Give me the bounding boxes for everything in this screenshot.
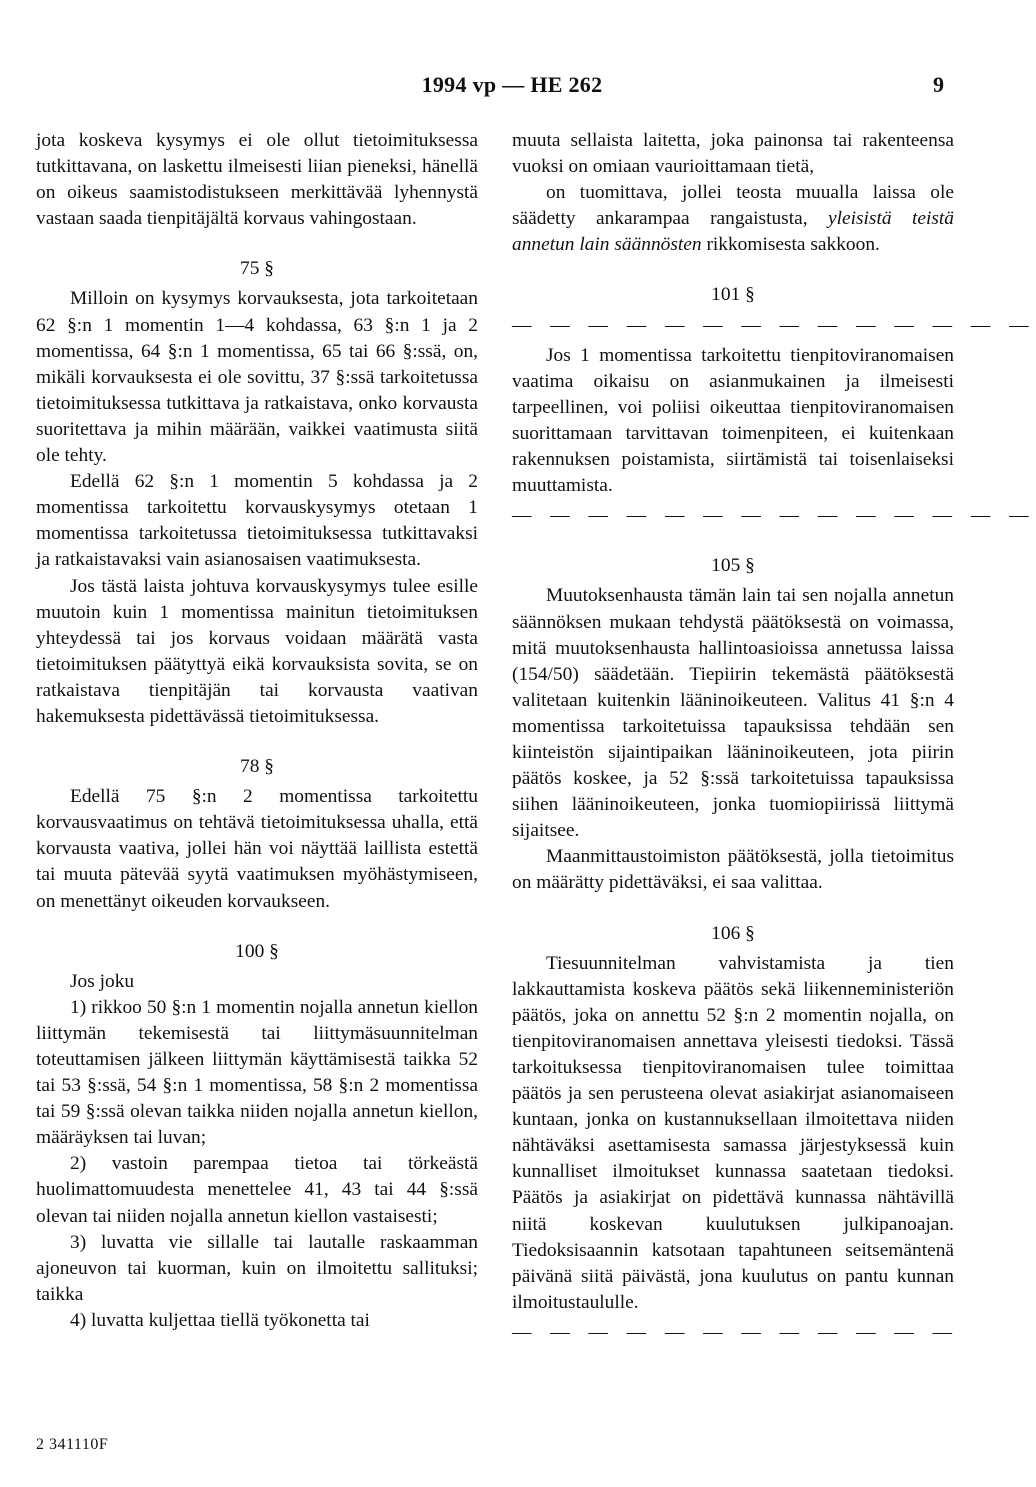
penalty-paragraph bbox=[512, 180, 954, 258]
penalty-text-end: rikkomisesta sakkoon. bbox=[701, 234, 880, 256]
section-106-paragraph-1: Tiesuunnitelman vahvistamista ja tien lakkauttamista koskeva päätös sekä liikenneministeriön päätös, joka on annettu 52 §:n 2 momentin nojalla, on tienpitoviranomaisen annettava yleisesti tiedoksi. Tässä tarkoituksessa tienpitoviranomaisen tulee toimittaa päätös ja sen perusteena olevat asiakirjat asianomaiseen kuntaan, jonka on kustannuksellaan ilmoitettava niiden nähtäväksi asettamisesta samassa järjestyksessä kuin kunnalliset ilmoitukset kunnassa saatetaan tiedoksi. Päätös ja asiakirjat on pidettävä kunnassa nähtävillä niitä koskevan kuulutuksen julkipanoajan. Tiedoksisaannin katsotaan tapahtuneen seitsemäntenä päivänä siitä päivästä, jona kuulutus on pantu kunnan ilmoitustaululle. bbox=[512, 952, 954, 1313]
omission-dashes-final: — — — — — — — — — — — — bbox=[512, 1321, 960, 1343]
section-heading-106: 106 § bbox=[711, 922, 755, 944]
omission-dashes-end: — — — — — — — — — — — — — — bbox=[512, 505, 1036, 527]
print-code: 2 341110F bbox=[36, 1436, 109, 1453]
section-heading-105: 105 § bbox=[711, 555, 755, 577]
page-number: 9 bbox=[933, 72, 944, 97]
penalty-text-italic: yleisistä teistä annetun lain säännösten bbox=[512, 208, 954, 256]
page-header bbox=[0, 72, 1024, 102]
section-101-paragraph-1: Jos 1 momentissa tarkoitettu tienpitoviranomaisen vaatima oikaisu on asianmukainen ja ilmeisesti tarpeellinen, voi poliisi oikeuttaa tienpitoviranomaisen suorittamaan tarvittavan toimenpiteen, ei kuitenkaan rakennuksen poistamista, siirtämistä tai toisenlaiseksi muuttamista. bbox=[512, 344, 954, 497]
section-heading-101: 101 § bbox=[711, 284, 755, 306]
section-100-item-3: 3) luvatta vie sillalle tai lautalle raskaamman ajoneuvon tai kuorman, kuin on ilmoitettu sallituksi; taikka bbox=[36, 1231, 478, 1305]
section-75-paragraph-2: Edellä 62 §:n 1 momentin 5 kohdassa ja 2 momentissa tarkoitettu korvauskysymys otetaan 1 momentissa tarkoitetussa tietoimituksessa tutkittavaksi ja ratkaistavaksi vain asianosaisen vaatimuksesta. bbox=[36, 471, 478, 571]
left-column bbox=[36, 128, 478, 1334]
section-100-item-4: 4) luvatta kuljettaa tiellä työkonetta tai bbox=[70, 1309, 370, 1331]
section-75-paragraph-3: Jos tästä laista johtuva korvauskysymys tulee esille muutoin kuin 1 momentissa mainitun tietoimituksen yhteydessä tai jos korvaus voidaan määrätä vasta tietoimituksen päätyttyä eikä korvauksista sovita, se on ratkaistava tienpitäjän tai korvausta vaativan hakemuksesta pidettävässä tietoimituksessa. bbox=[36, 575, 478, 727]
section-105-paragraph-2: Maanmittaustoimiston päätöksestä, jolla tietoimitus on määrätty pidettäväksi, ei saa valittaa. bbox=[512, 846, 954, 894]
section-100-item-2: 2) vastoin parempaa tietoa tai törkeästä huolimattomuudesta menettelee 41, 43 tai 44 §:ssä olevan tai niiden nojalla annetun kiellon vastaisesti; bbox=[36, 1153, 478, 1227]
section-100-lead: Jos joku bbox=[70, 970, 135, 992]
section-heading-100: 100 § bbox=[235, 940, 279, 962]
document-title: 1994 vp — HE 262 bbox=[421, 72, 603, 97]
continuation-paragraph: jota koskeva kysymys ei ole ollut tietoimituksessa tutkittavana, on laskettu ilmeisesti liian pieneksi, hänellä on oikeus saamistodistukseen merkittävää lyhennystä vastaan saada tienpitäjältä korvaus vahingostaan. bbox=[36, 130, 478, 230]
continuation-paragraph-right: muuta sellaista laitetta, joka painonsa tai rakenteensa vuoksi on omiaan vaurioittamaan tietä, bbox=[512, 130, 954, 178]
section-78-paragraph-1: Edellä 75 §:n 2 momentissa tarkoitettu korvausvaatimus on tehtävä tietoimituksessa uhalla, että korvausta vaativa, jollei hän voi näyttää laillista estettä tai muuta pätevää syytä vaatimuksen myöhästymiseen, on menettänyt oikeuden korvaukseen. bbox=[36, 786, 478, 912]
penalty-text-start: on tuomittava, jollei teosta muualla laissa ole säädetty ankarampaa rangaistusta, bbox=[512, 182, 954, 230]
right-column bbox=[512, 128, 1036, 1350]
section-75-paragraph-1: Milloin on kysymys korvauksesta, jota tarkoitetaan 62 §:n 1 momentin 1—4 kohdassa, 63 §:n 1 ja 2 momentissa, 64 §:n 1 momentissa, 65 tai 66 §:ssä, on, mikäli korvauksesta ei ole sovittu, 37 §:ssä tarkoitetussa tietoimituksessa tutkittava ja ratkaistava, onko korvausta suoritettava ja mihin määrään, vaikkei vaatimusta siitä ole tehty. bbox=[36, 288, 478, 467]
section-heading-78: 78 § bbox=[240, 756, 274, 778]
section-heading-75: 75 § bbox=[240, 258, 274, 280]
omission-dashes: — — — — — — — — — — — — — — bbox=[512, 314, 1036, 336]
section-100-item-1: 1) rikkoo 50 §:n 1 momentin nojalla annetun kiellon liittymän tekemisestä tai liittymäsuunnitelman toteuttamisen jälkeen liittymän käyttämisestä taikka 52 tai 53 §:ssä, 54 §:n 1 momentissa, 58 §:n 2 momentissa tai 59 §:ssä olevan taikka niiden nojalla annetun kiellon, määräyksen tai luvan; bbox=[36, 996, 478, 1149]
section-105-paragraph-1: Muutoksenhausta tämän lain tai sen nojalla annetun säännöksen mukaan tehdystä päätöksestä on voimassa, mitä muutoksenhausta hallintoasioissa annetussa laissa (154/50) säädetään. Tiepiirin tekemästä päätöksestä valitetaan kuitenkin lääninoikeuteen. Valitus 41 §:n 4 momentissa tarkoitetuissa tapauksissa tehdään sen kiinteistön sijaintipaikan lääninoikeuteen, jota piirin päätös koskee, ja 52 §:ssä tarkoitetuissa tapauksissa siihen lääninoikeuteen, jonka tuomiopiirissä liittymä sijaitsee. bbox=[512, 585, 954, 842]
